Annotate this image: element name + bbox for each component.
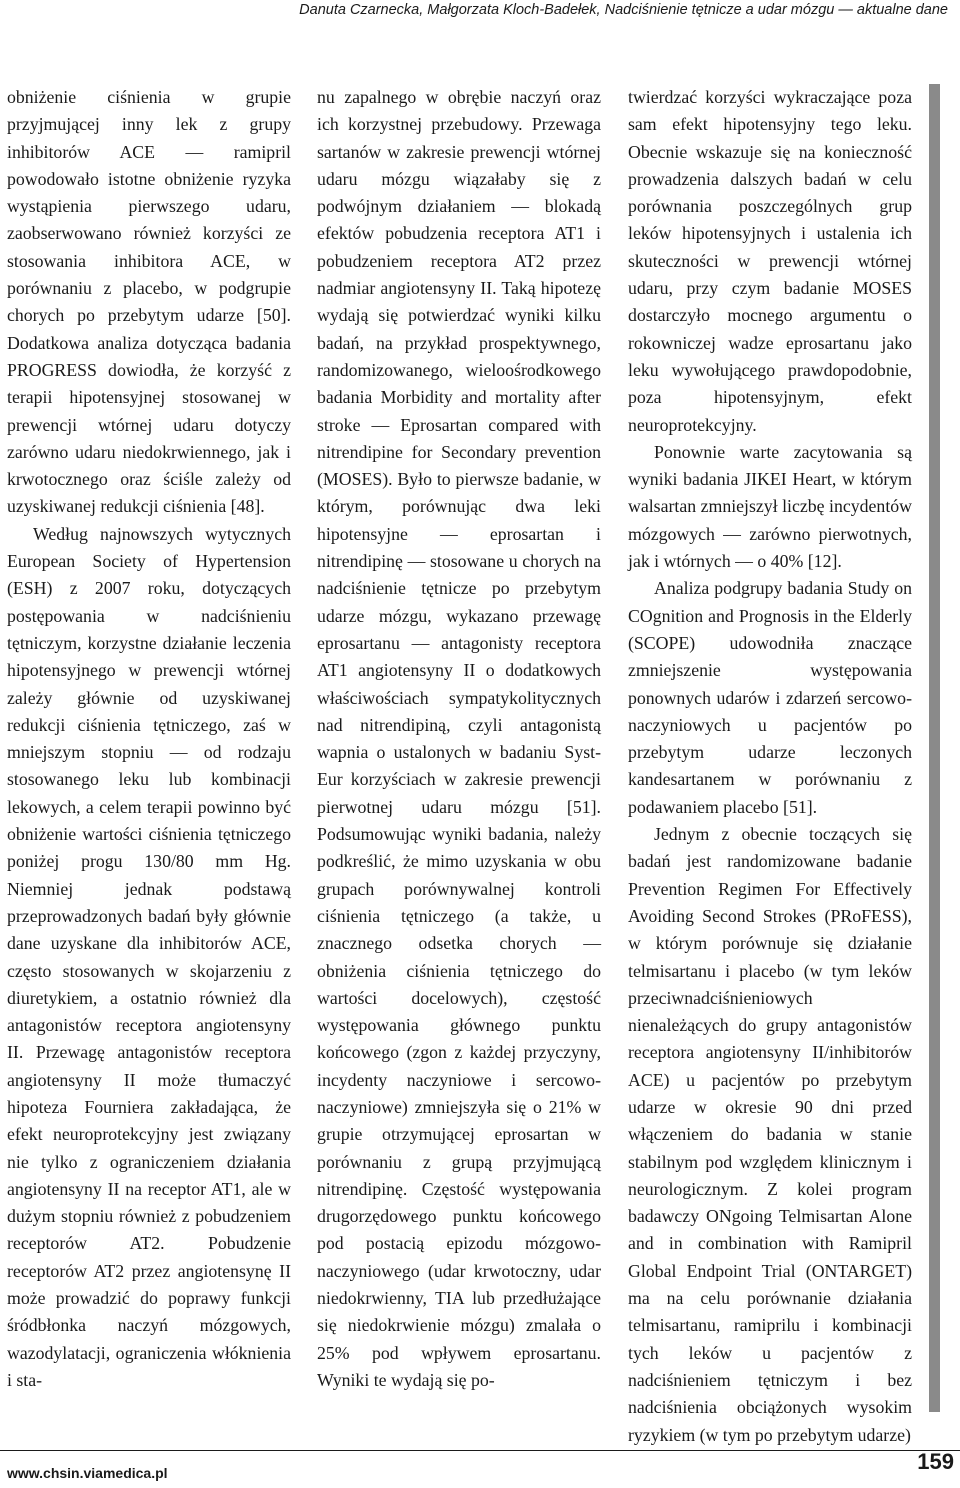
footer-divider xyxy=(0,1450,960,1451)
paragraph: Ponownie warte zacytowania są wyniki badania JIKEI Heart, w którym walsartan zmniejszył liczbę incydentów mózgowych — zarówno pierwotnych, jak i wtórnych — o 40% [12]. xyxy=(628,441,912,572)
side-bar-decoration xyxy=(929,84,940,1412)
paragraph: Analiza podgrupy badania Study on COgnition and Prognosis in the Elderly (SCOPE) udowodniła znaczące zmniejszenie występowania ponownych udarów i zdarzeń sercowo-naczyniowych u pacjentów po przebytym udarze leczonych kandesartanem w porównaniu z podawaniem placebo [51]. xyxy=(628,578,912,817)
paragraph: obniżenie ciśnienia w grupie przyjmującej inny lek z grupy inhibitorów ACE — ramipril powodowało istotne obniżenie ryzyka wystąpienia pierwszego udaru, zaobserwowano również korzyści ze stosowania inhibitora ACE, w porównaniu z placebo, w podgrupie chorych po przebytym udarze [50]. Dodatkowa analiza dotycząca badania PROGRESS dowiodła, że korzyść z terapii hipotensyjnej stosowanej w prewencji wtórnej udaru dotyczy zarówno udaru niedokrwiennego, jak i krwotocznego oraz ściśle zależy od uzyskiwanej redukcji ciśnienia [48]. xyxy=(7,87,291,517)
paragraph: Jednym z obecnie toczących się badań jest randomizowane badanie Prevention Regimen For Effectively Avoiding Second Strokes (PRoFESS), w którym porównuje się działanie telmisartanu i placebo (w tym leków przeciwnadciśnieniowych nienależących do grupy antagonistów receptora angiotensyny II/inhibitorów ACE) u pacjentów po przebytym udarze w okresie 90 dni przed włączeniem do badania w stanie stabilnym pod względem klinicznym i neurologicznym. Z kolei program badawczy ONgoing Telmisartan Alone and in combination with Ramipril Global Endpoint Trial (ONTARGET) ma na celu porównanie działania telmisartanu, ramiprilu i kombinacji tych leków u pacjentów z nadciśnieniem tętniczym i bez nadciśnienia obciążonych wysokim ryzykiem (w tym po przebytym udarze) xyxy=(628,824,912,1445)
paragraph: nu zapalnego w obrębie naczyń oraz ich korzystnej przebudowy. Przewaga sartanów w zakresie prewencji wtórnej udaru mózgu wiązałaby się z podwójnym działaniem — blokadą efektów pobudzenia receptora AT1 i pobudzeniem receptora AT2 przez nadmiar angiotensyny II. Taką hipotezę wydają się potwierdzać wyniki kilku badań, na przykład prospektywnego, randomizowanego, wieloośrodkowego badania Morbidity and mortality after stroke — Eprosartan compared with nitrendipine for Secondary prevention (MOSES). Było to pierwsze badanie, w którym, porównując dwa leki hipotensyjne — eprosartan i nitrendipinę — stosowane u chorych na nadciśnienie tętnicze po przebytym udarze mózgu, wykazano przewagę eprosartanu — antagonisty receptora AT1 angiotensyny II o dodatkowych właściwościach sympatykolitycznych nad nitrendipiną, czyli antagonistą wapnia o ustalonych w badaniu Syst-Eur korzyściach w zakresie prewencji pierwotnej udaru mózgu [51]. Podsumowując wyniki badania, należy podkreślić, że mimo uzyskania w obu grupach porównywalnej kontroli ciśnienia tętniczego (a także, u znacznego odsetka chorych — obniżenia ciśnienia tętniczego do wartości docelowych), częstość występowania głównego punktu końcowego (zgon z każdej przyczyny, incydenty naczyniowe i sercowo-naczyniowe) zmniejszyła się o 21% w grupie otrzymującej eprosartan w porównaniu z grupą przyjmującą nitrendipinę. Częstość występowania drugorzędowego punktu końcowego pod postacią epizodu mózgowo-naczyniowego (udar krwotoczny, udar niedokrwienny, TIA lub przedłużające się niedokrwienie mózgu) zmalała o 25% pod wpływem eprosartanu. Wyniki te wydają się po- xyxy=(317,87,601,1390)
page-number: 159 xyxy=(917,1449,954,1474)
footer-url[interactable]: www.chsin.viamedica.pl xyxy=(7,1465,168,1481)
text-column-1 xyxy=(7,84,291,1394)
running-head: Danuta Czarnecka, Małgorzata Kloch-Badełek, Nadciśnienie tętnicze a udar mózgu — aktualne dane xyxy=(299,2,948,18)
paragraph: Według najnowszych wytycznych European Society of Hypertension (ESH) z 2007 roku, dotyczących postępowania w nadciśnieniu tętniczym, korzystne działanie leczenia hipotensyjnego w prewencji wtórnej zależy głównie od uzyskiwanej redukcji ciśnienia tętniczego, zaś w mniejszym stopniu — od rodzaju stosowanego leku lub kombinacji lekowych, a celem terapii powinno być obniżenie wartości ciśnienia tętniczego poniżej progu 130/80 mm Hg. Niemniej jednak podstawą przeprowadzonych badań były głównie dane uzyskane dla inhibitorów ACE, często stosowanych w skojarzeniu z diuretykiem, a ostatnio również dla antagonistów receptora angiotensyny II. Przewagę antagonistów receptora angiotensyny II może tłumaczyć hipoteza Fourniera zakładająca, że efekt neuroprotekcyjny jest związany nie tylko z ograniczeniem działania angiotensyny II na receptor AT1, ale w dużym stopniu również z pobudzeniem receptorów AT2. Pobudzenie receptorów AT2 przez angiotensynę II może prowadzić do poprawy funkcji śródbłonka naczyń mózgowych, wazodylatacji, ograniczenia włóknienia i sta- xyxy=(7,523,291,1390)
text-column-3 xyxy=(628,84,912,1449)
paragraph: twierdzać korzyści wykraczające poza sam efekt hipotensyjny tego leku. Obecnie wskazuje się na konieczność prowadzenia dalszych badań w celu porównania poszczególnych grup leków hipotensyjnych i ustalenia ich skuteczności w prewencji wtórnej udaru, przy czym badanie MOSES dostarczyło mocnego argumentu o rokowniczej wadze eprosartanu jako leku wywołującego prawdopodobnie, poza hipotensyjnym, efekt neuroprotekcyjny. xyxy=(628,87,912,435)
text-column-2 xyxy=(317,84,601,1394)
